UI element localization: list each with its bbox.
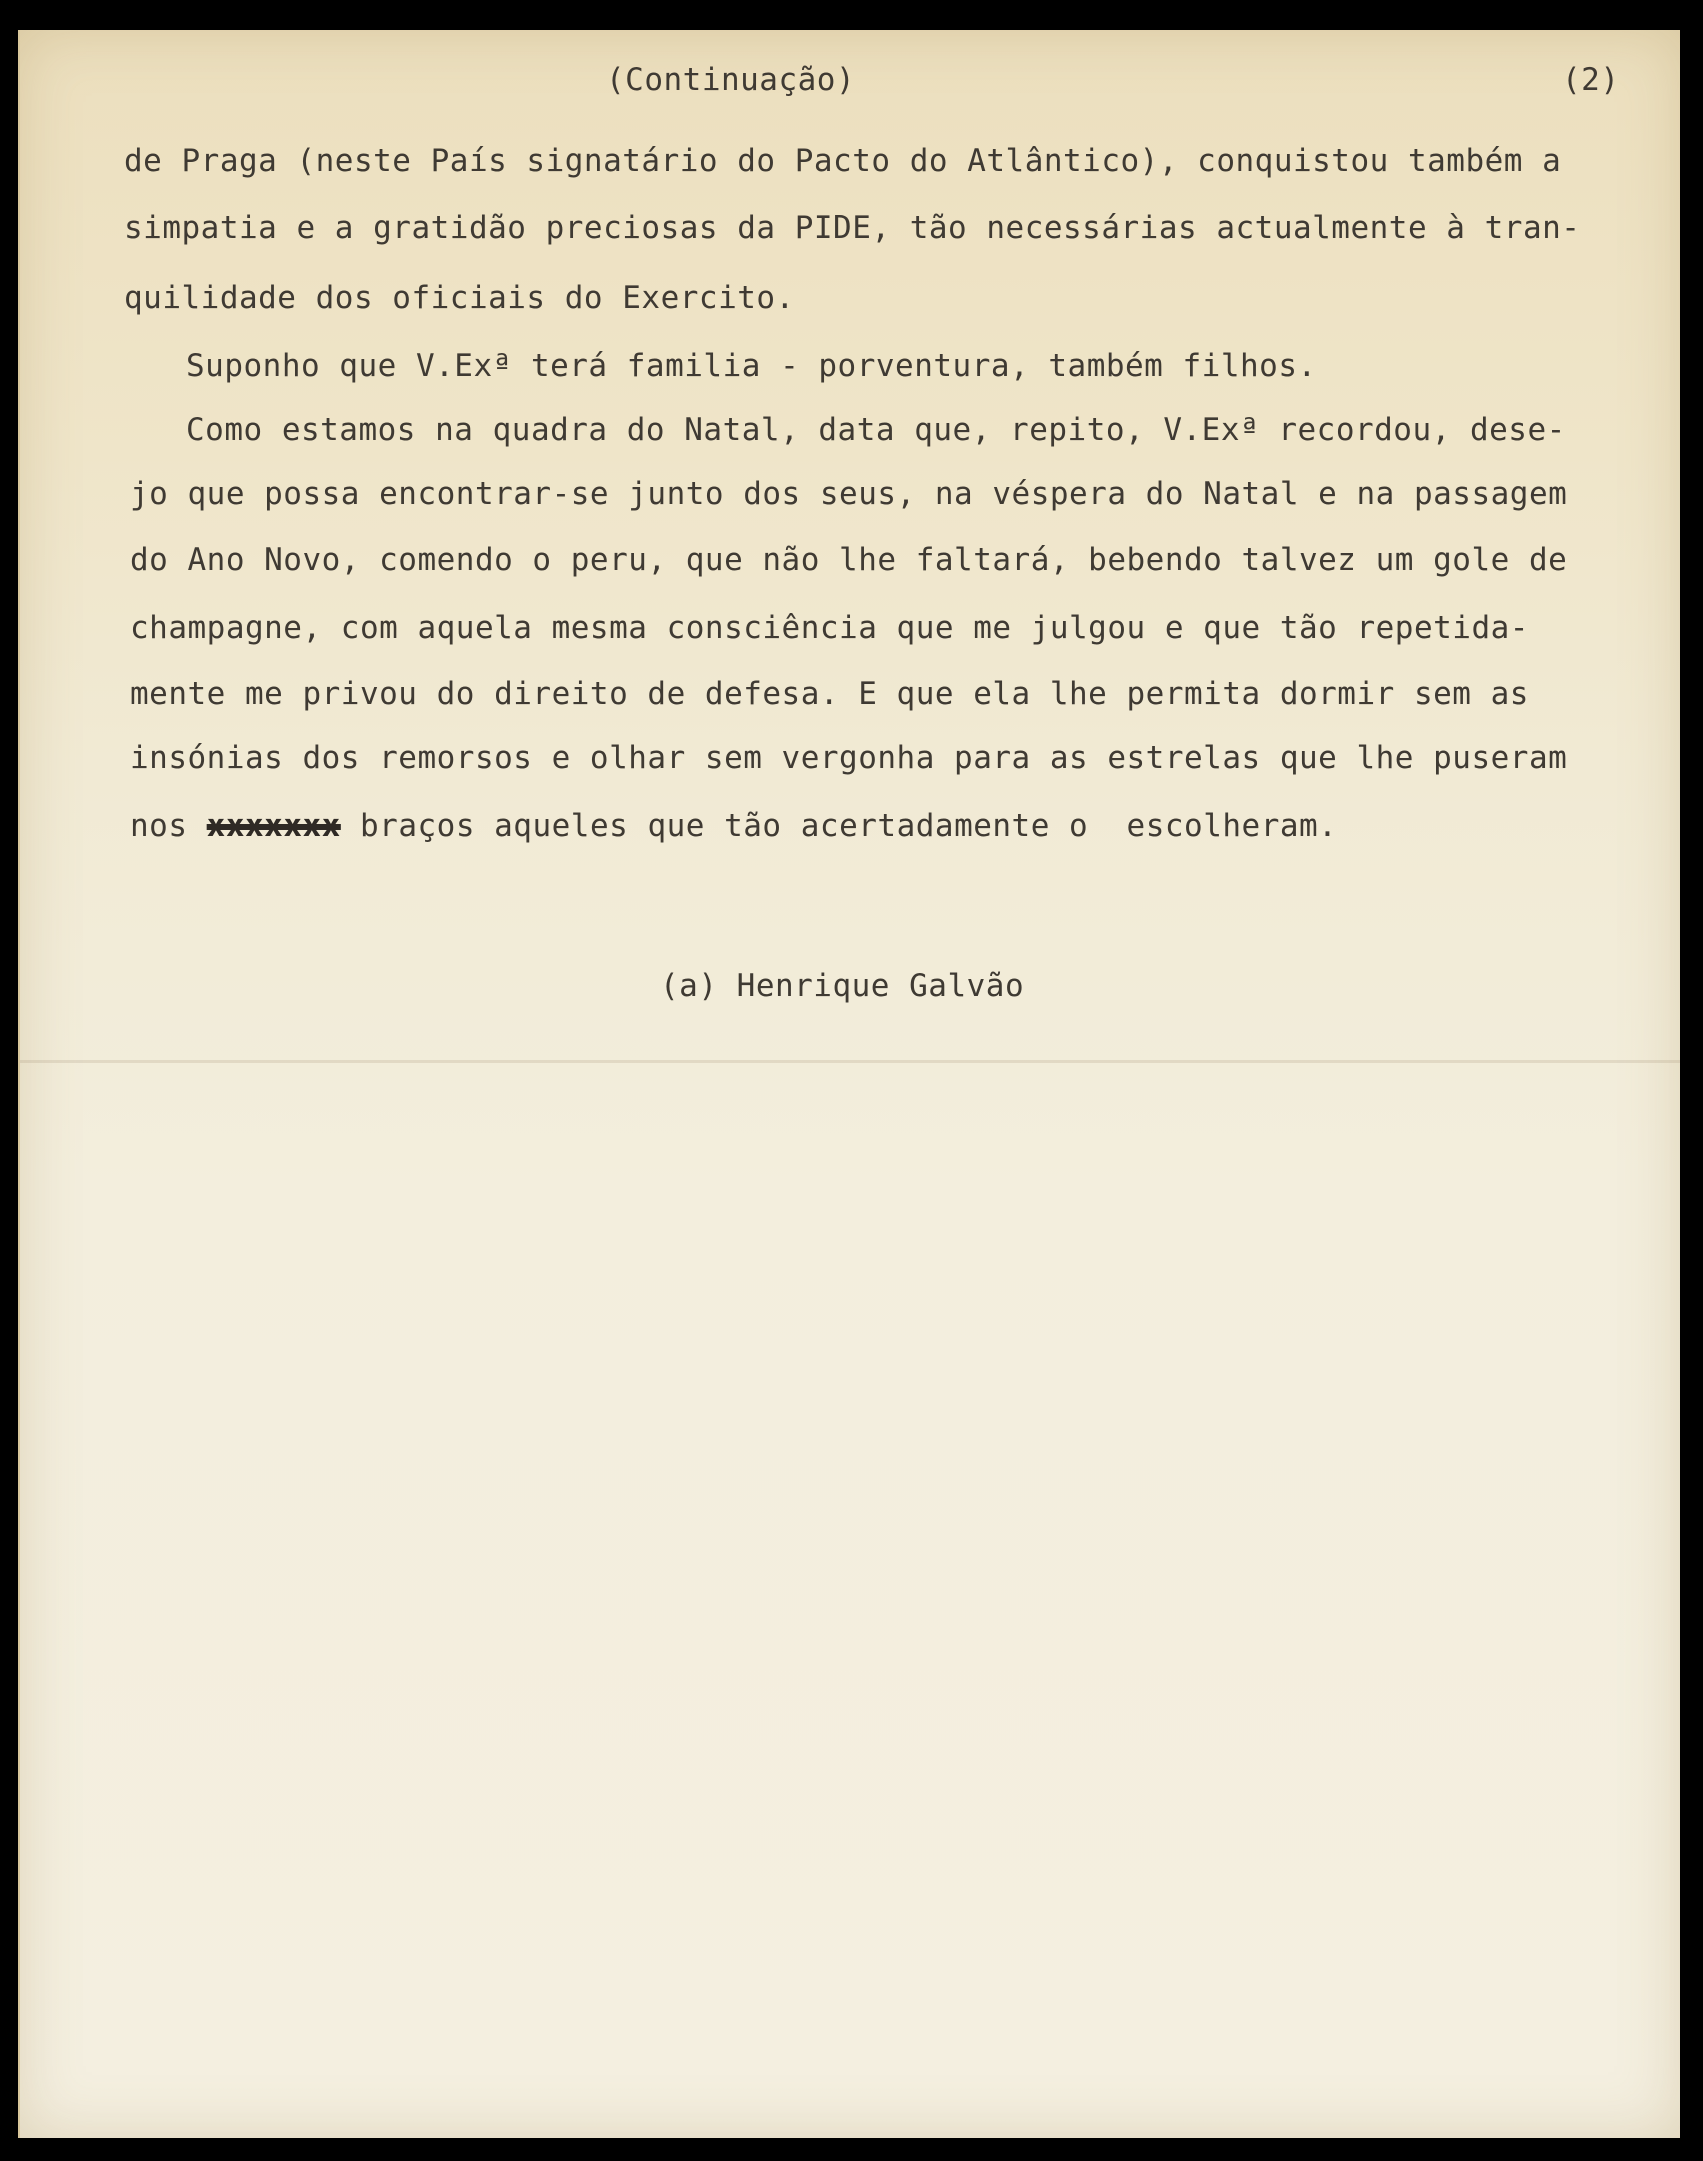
body-line-10: insónias dos remorsos e olhar sem vergonha para as estrelas que lhe puseram (130, 740, 1568, 776)
struck-out-word: xxxxxxx (206, 808, 341, 844)
body-line-8: champagne, com aquela mesma consciência que me julgou e que tão repetida- (130, 610, 1529, 646)
body-line-3: quilidade dos oficiais do Exercito. (124, 280, 795, 316)
page-fold-crease (20, 1060, 1680, 1063)
body-line-5: Como estamos na quadra do Natal, data que, repito, V.Exª recordou, dese- (186, 412, 1566, 448)
body-line-7: do Ano Novo, comendo o peru, que não lhe faltará, bebendo talvez um gole de (130, 542, 1568, 578)
body-line-4: Suponho que V.Exª terá familia - porventura, também filhos. (186, 348, 1317, 384)
body-line-6: jo que possa encontrar-se junto dos seus, na véspera do Natal e na passagem (130, 476, 1568, 512)
body-line-1: de Praga (neste País signatário do Pacto do Atlântico), conquistou também a (124, 143, 1562, 179)
body-line-9: mente me privou do direito de defesa. E que ela lhe permita dormir sem as (130, 676, 1529, 712)
last-line-end: braços aqueles que tão acertadamente o escolheram. (360, 808, 1338, 844)
document-page (18, 30, 1680, 2138)
last-line-start: nos (130, 808, 188, 844)
body-line-11 (130, 808, 1337, 844)
body-line-2: simpatia e a gratidão preciosas da PIDE, tão necessárias actualmente à tran- (124, 210, 1581, 246)
page-number: (2) (1562, 62, 1620, 98)
header-title: (Continuação) (606, 62, 856, 98)
signature: (a) Henrique Galvão (660, 968, 1025, 1004)
